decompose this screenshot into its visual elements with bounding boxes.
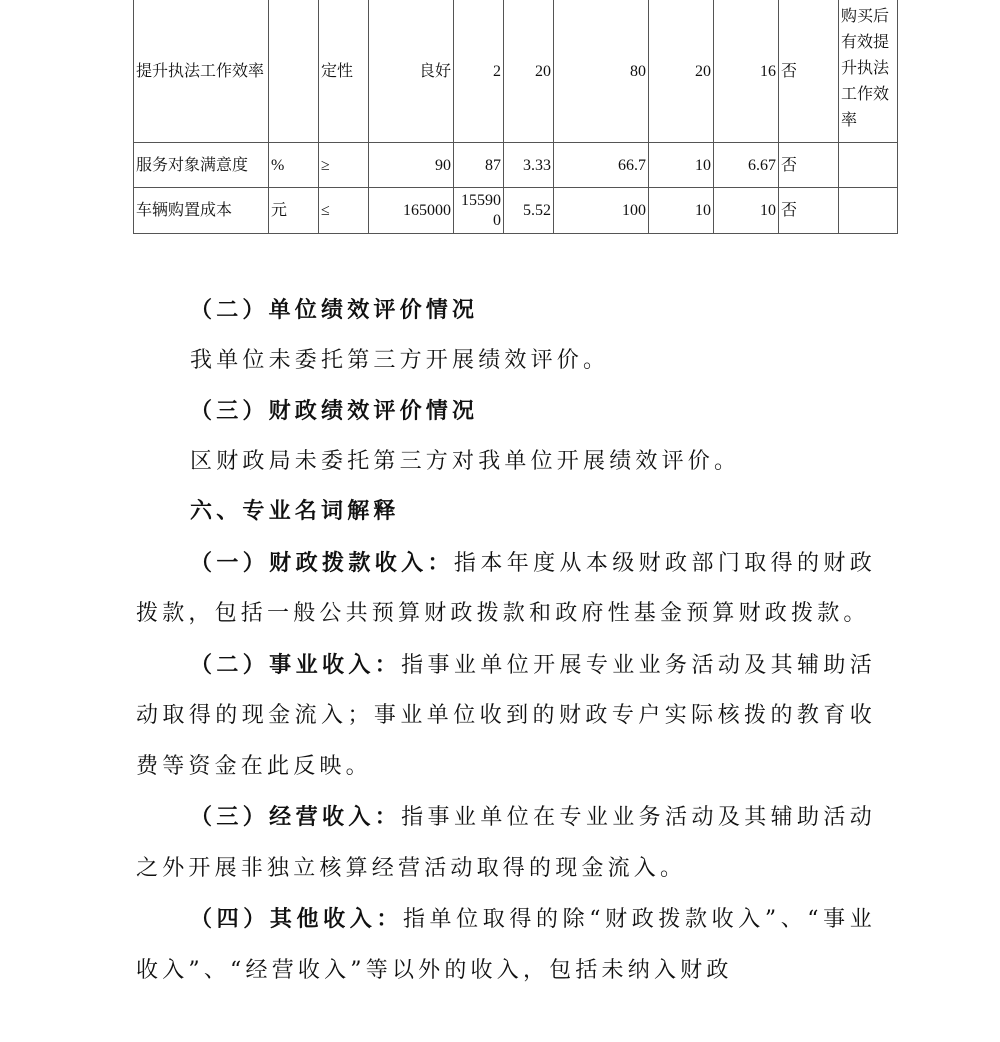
cell: 5.52	[504, 188, 554, 234]
glossary-term: （四）其他收入：	[190, 906, 403, 932]
glossary-definition: 指本年度从本级财政部门取得的财政拨款，包括一般公共预算财政拨款和政府性基金预算财政拨款。	[136, 550, 876, 626]
cell: 良好	[369, 0, 454, 143]
glossary-item	[136, 792, 876, 894]
cell	[269, 0, 319, 143]
paragraph: 我单位未委托第三方开展绩效评价。	[190, 347, 610, 373]
glossary-definition: 指事业单位在专业业务活动及其辅助活动之外开展非独立核算经营活动取得的现金流入。	[136, 805, 876, 881]
glossary-term: （三）经营收入：	[190, 804, 402, 830]
glossary-definition: 指事业单位开展专业业务活动及其辅助活动取得的现金流入；事业单位收到的财政专户实际核拨的教育收费等资金在此反映。	[136, 652, 876, 779]
document-body	[136, 285, 876, 996]
cell: 定性	[319, 0, 369, 143]
glossary-term: （一）财政拨款收入：	[190, 549, 454, 576]
cell: 20	[649, 0, 714, 143]
cell: 66.7	[554, 143, 649, 188]
paragraph: 区财政局未委托第三方对我单位开展绩效评价。	[190, 448, 741, 474]
cell: %	[269, 143, 319, 188]
cell: 90	[369, 143, 454, 188]
cell: 10	[714, 188, 779, 234]
cell: ≥	[319, 143, 369, 188]
section-heading: （三）财政绩效评价情况	[190, 398, 479, 424]
cell: 3.33	[504, 143, 554, 188]
cell: 155900	[454, 188, 504, 234]
performance-indicator-table	[133, 0, 898, 234]
cell: 2	[454, 0, 504, 143]
cell: 100	[554, 188, 649, 234]
glossary-item	[136, 894, 876, 996]
cell: 80	[554, 0, 649, 143]
glossary-item	[136, 640, 876, 793]
cell: 车辆购置成本	[134, 188, 269, 234]
cell: ≤	[319, 188, 369, 234]
cell: 否	[779, 0, 839, 143]
cell: 提升执法工作效率	[134, 0, 269, 143]
cell: 10	[649, 143, 714, 188]
glossary-term: （二）事业收入：	[190, 651, 402, 678]
cell: 服务对象满意度	[134, 143, 269, 188]
cell: 否	[779, 188, 839, 234]
cell: 16	[714, 0, 779, 143]
table-row	[134, 0, 898, 143]
glossary-item	[136, 538, 876, 640]
cell	[839, 188, 898, 234]
chapter-heading: 六、专业名词解释	[190, 499, 400, 524]
cell: 87	[454, 143, 504, 188]
table-row	[134, 143, 898, 188]
cell	[839, 143, 898, 188]
cell: 20	[504, 0, 554, 143]
cell: 6.67	[714, 143, 779, 188]
cell: 165000	[369, 188, 454, 234]
cell: 购买后有效提升执法工作效率	[839, 0, 898, 143]
cell: 10	[649, 188, 714, 234]
glossary-definition: 指单位取得的除“财政拨款收入”、“事业收入”、“经营收入”等以外的收入，包括未纳入财政	[136, 907, 876, 983]
cell: 元	[269, 188, 319, 234]
section-heading: （二）单位绩效评价情况	[190, 297, 479, 323]
cell: 否	[779, 143, 839, 188]
table-row	[134, 188, 898, 234]
